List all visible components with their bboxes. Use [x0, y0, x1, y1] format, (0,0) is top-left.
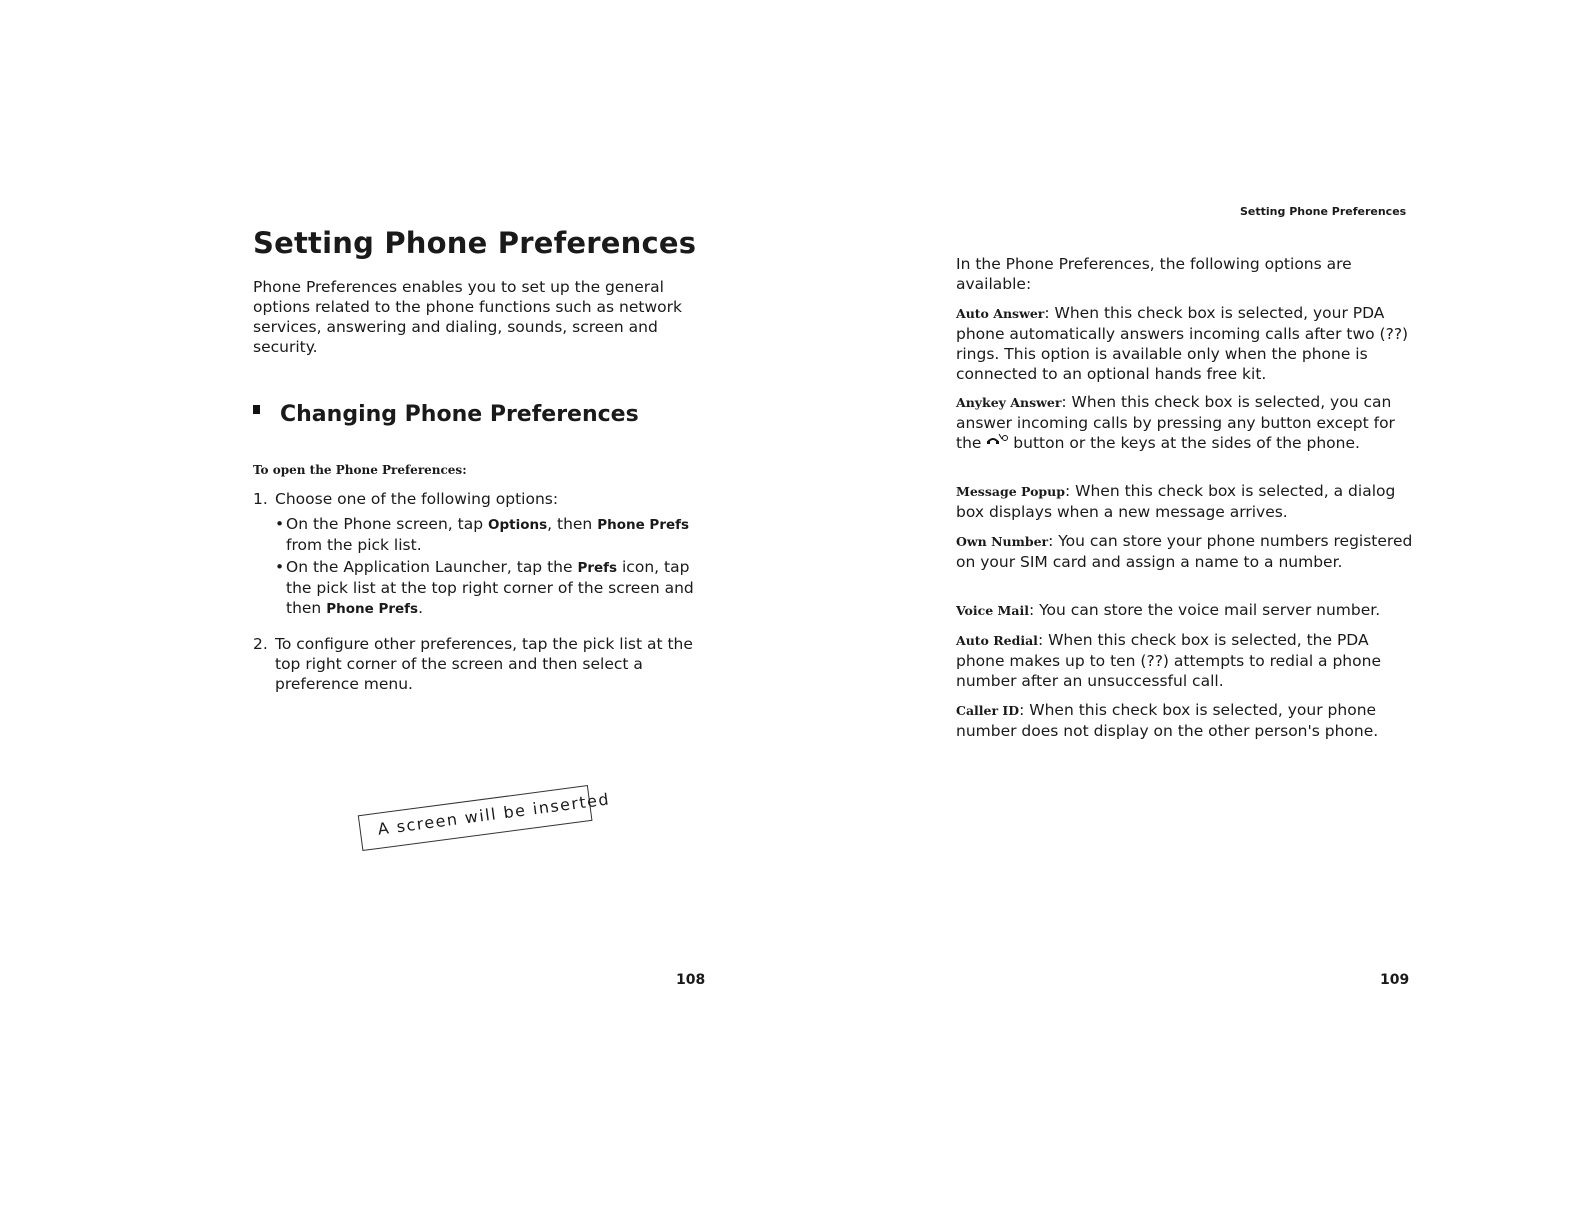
procedure-label: To open the Phone Preferences:: [253, 463, 467, 477]
text-run: icon, tap the pick list at the top right corner of the screen and then: [286, 558, 694, 617]
bold-term: Phone Prefs: [326, 601, 419, 617]
stamp-text: A screen will be inserted: [376, 789, 612, 839]
option-message-popup: [956, 481, 1416, 522]
intro-paragraph: Phone Preferences enables you to set up the general options related to the phone functions such as network services, answering and dialing, sounds, screen and security.: [253, 278, 682, 356]
option-description: : When this check box is selected, your PDA phone automatically answers incoming calls after two (??) rings. This option is available only when the phone is connected to an optional hands free kit.: [956, 304, 1409, 383]
running-header: Setting Phone Preferences: [1240, 205, 1407, 218]
option-description: : When this check box is selected, you can answer incoming calls by pressing any button except for the: [956, 393, 1395, 452]
option-auto-redial: [956, 630, 1416, 691]
step-1: [253, 489, 713, 509]
sub-option-text: [286, 514, 715, 555]
option-description-cont: button or the keys at the sides of the phone.: [1008, 434, 1360, 452]
option-term: Anykey Answer: [956, 395, 1062, 410]
option-description: : When this check box is selected, a dialog box displays when a new message arrives.: [956, 482, 1396, 521]
options-intro: In the Phone Preferences, the following options are available:: [956, 255, 1352, 293]
option-description: : When this check box is selected, your phone number does not display on the other person's phone.: [956, 701, 1379, 740]
option-term: Own Number: [956, 534, 1049, 549]
step-text: Choose one of the following options:: [275, 490, 559, 508]
option-term: Caller ID: [956, 703, 1020, 718]
option-term: Voice Mail: [956, 603, 1029, 618]
bullet-dot-icon: •: [275, 515, 285, 533]
sub-option-2: [275, 557, 715, 619]
bullet-dot-icon: •: [275, 558, 285, 576]
option-anykey-answer: [956, 392, 1416, 454]
option-auto-answer: [956, 303, 1416, 384]
option-own-number: [956, 531, 1416, 572]
sub-option-text: [286, 557, 715, 619]
option-description: : You can store the voice mail server number.: [1029, 601, 1381, 619]
step-text: To configure other preferences, tap the pick list at the top right corner of the screen and then select a preference menu.: [275, 635, 693, 693]
end-call-icon: [986, 433, 1008, 454]
text-run: On the Application Launcher, tap the: [286, 558, 578, 576]
option-term: Auto Redial: [956, 633, 1038, 648]
section-heading: [253, 402, 639, 427]
option-voice-mail: [956, 600, 1416, 621]
page-title: Setting Phone Preferences: [253, 226, 697, 260]
bold-term: Options: [487, 517, 548, 533]
step-number: 1.: [253, 490, 268, 508]
option-description: : You can store your phone numbers registered on your SIM card and assign a name to a number.: [956, 532, 1413, 571]
text-run: , then: [547, 515, 598, 533]
text-run: On the Phone screen, tap: [286, 515, 488, 533]
bold-term: Phone Prefs: [597, 517, 690, 533]
option-caller-id: [956, 700, 1416, 741]
page-number-right: 109: [1380, 972, 1410, 988]
text-run: .: [418, 599, 424, 617]
step-number: 2.: [253, 635, 268, 653]
section-heading-label: Changing Phone Preferences: [280, 402, 639, 427]
option-description: : When this check box is selected, the PDA phone makes up to ten (??) attempts to redial a phone number after an unsuccessful call.: [956, 631, 1381, 690]
square-bullet-icon: [253, 405, 260, 414]
option-term: Message Popup: [956, 484, 1065, 499]
sub-option-1: [275, 514, 715, 555]
option-term: Auto Answer: [956, 306, 1045, 321]
text-run: from the pick list.: [286, 536, 422, 554]
step-2: [253, 634, 713, 694]
page-number-left: 108: [676, 972, 706, 988]
bold-term: Prefs: [577, 560, 618, 576]
